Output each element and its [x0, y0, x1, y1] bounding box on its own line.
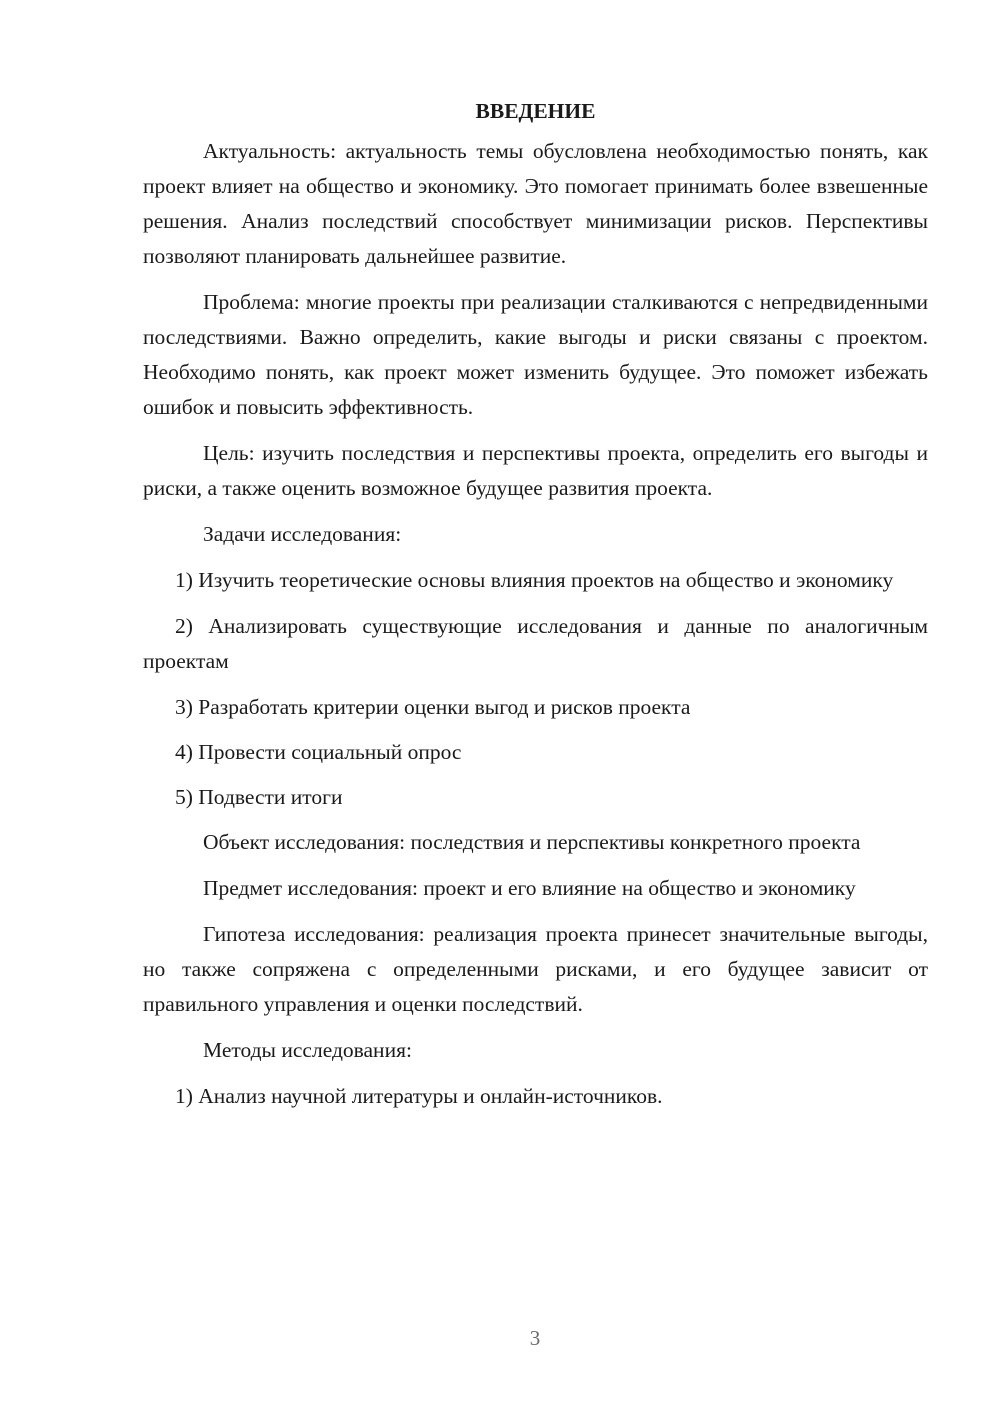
task-item-4: 4) Провести социальный опрос — [175, 740, 462, 764]
page-number: 3 — [529, 1326, 541, 1350]
paragraph-problem: Проблема: многие проекты при реализации сталкиваются с непредвиденными последствиями. Важно определить, какие выгоды и риски связаны с проектом. Необходимо понять, как проект может изменить будущее. Это поможет избежать ошибок и повысить эффективность. — [143, 290, 928, 419]
paragraph-relevance: Актуальность: актуальность темы обусловлена необходимостью понять, как проект влияет на общество и экономику. Это помогает принимать более взвешенные решения. Анализ последствий способствует минимизации рисков. Перспективы позволяют планировать дальнейшее развитие. — [143, 139, 928, 268]
paragraph-goal: Цель: изучить последствия и перспективы проекта, определить его выгоды и риски, а также оценить возможное будущее развития проекта. — [143, 441, 928, 500]
paragraph-hypothesis: Гипотеза исследования: реализация проекта принесет значительные выгоды, но также сопряжена с определенными рисками, и его будущее зависит от правильного управления и оценки последствий. — [143, 922, 928, 1016]
paragraph-tasks-heading: Задачи исследования: — [203, 522, 402, 546]
task-item-1: 1) Изучить теоретические основы влияния проектов на общество и экономику — [175, 568, 894, 592]
section-title: ВВЕДЕНИЕ — [475, 99, 596, 123]
task-item-3: 3) Разработать критерии оценки выгод и рисков проекта — [175, 695, 691, 719]
method-item-1: 1) Анализ научной литературы и онлайн-источников. — [175, 1084, 663, 1108]
paragraph-subject: Предмет исследования: проект и его влияние на общество и экономику — [203, 876, 856, 900]
paragraph-methods-heading: Методы исследования: — [203, 1038, 412, 1062]
document-page — [143, 94, 928, 1124]
task-item-2: 2) Анализировать существующие исследования и данные по аналогичным проектам — [143, 614, 928, 673]
paragraph-object: Объект исследования: последствия и перспективы конкретного проекта — [203, 830, 861, 854]
task-item-5: 5) Подвести итоги — [175, 785, 343, 809]
